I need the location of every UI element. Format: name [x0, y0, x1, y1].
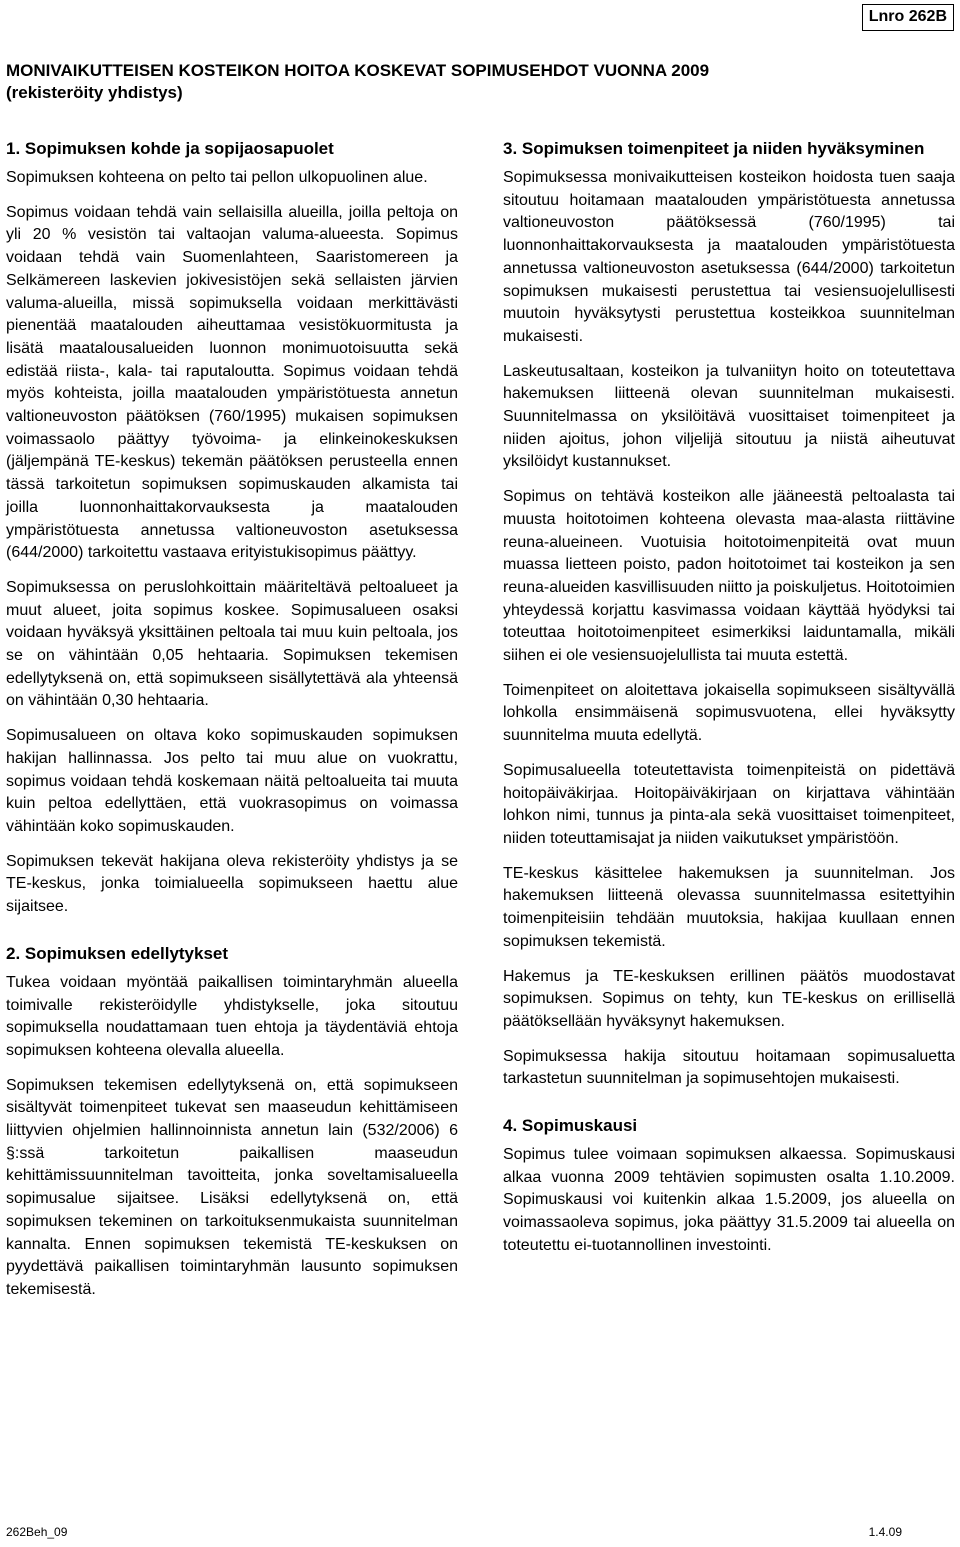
right-column	[503, 138, 955, 1270]
section-1-heading: 1. Sopimuksen kohde ja sopijaosapuolet	[6, 139, 334, 158]
document-title	[6, 60, 906, 104]
section-4-heading: 4. Sopimuskausi	[503, 1116, 638, 1136]
paragraph: Tukea voidaan myöntää paikallisen toimintaryhmän alueella toimivalle rekisteröidylle yhdistykselle, joka sitoutuu sopimuksella noudattamaan tuen ehtoja ja täydentäviä ehtoja sopimuksen kohteena olevalla alueella.	[6, 973, 458, 1059]
footer-date: 1.4.09	[868, 1525, 902, 1539]
section-2-heading: 2. Sopimuksen edellytykset	[6, 943, 229, 963]
paragraph: Sopimus tulee voimaan sopimuksen alkaessa. Sopimuskausi alkaa vuonna 2009 tehtävien sopimusten osalta 1.10.2009. Sopimuskausi voi kuitenkin alkaa 1.5.2009, jos alueella on voimassaoleva sopimus, joka päättyy 31.5.2009 tai alueella on toteutettu ei-tuotannollinen investointi.	[503, 1146, 955, 1254]
paragraph: Sopimuksessa monivaikutteisen kosteikon hoidosta tuen saaja sitoutuu hoitamaan maatalouden ympäristötuesta annetussa valtioneuvoston päätöksessä (760/1995) tai luonnonhaittakorvauksesta ja maatalouden ympäristötuesta annetussa valtioneuvoston asetuksessa (644/2000) tarkoitetun sopimuksen mukaisesti perustettua tai vesiensuojelullisesti muutoin hyväksytysti perustettua kosteikkoa suunnitelman mukaisesti.	[503, 169, 955, 345]
paragraph: Sopimuksessa on peruslohkoittain määriteltävä peltoalueet ja muut alueet, joita sopimus koskee. Sopimusalueen osaksi voidaan hyväksyä yksittäinen peltoala tai muu kuin peltoala, jos se on vähintään 0,05 hehtaaria. Sopimuksen tekemisen edellytyksenä on, että sopimukseen sisällytettävä ala yhteensä on vähintään 0,30 hehtaaria.	[6, 578, 458, 710]
paragraph: Toimenpiteet on aloitettava jokaisella sopimukseen sisältyvällä lohkolla ensimmäisenä sopimusvuotena, ellei hyväksytty suunnitelma muuta edellytä.	[503, 681, 955, 745]
paragraph: Sopimus voidaan tehdä vain sellaisilla alueilla, joilla peltoja on yli 20 % vesistön tai valtaojan valuma-alueesta. Sopimus voidaan tehdä vain Suomenlahteen, Saaristomereen ja Selkämereen laskevien jokivesistöjen sekä sellaisten järvien valuma-alueilla, missä sopimuksella voidaan merkittävästi pienentää maatalouden aiheuttamaa vesistökuormitusta ja lisätä maatalousalueiden luonnon monimuotoisuutta sekä edistää riista-, kala- tai raputaloutta. Sopimus voidaan tehdä myös kohteista, joilla maatalouden ympäristötuesta annetun valtioneuvoston päätöksen (760/1995) mukaisen sopimuksen voimassaolo päättyy työvoima- ja elinkeinokeskuksen (jäljempänä TE-keskus) tekemän päätöksen perusteella ennen tässä tarkoitetun sopimuksen sopimuskauden alkamista tai joilla luonnonhaittakorvauksesta ja maatalouden ympäristötuesta annetussa valtioneuvoston asetuksessa (644/2000) tarkoitettu vastaava erityistukisopimus päättyy.	[6, 203, 458, 562]
title-line-1: MONIVAIKUTTEISEN KOSTEIKON HOITOA KOSKEVAT SOPIMUSEHDOT VUONNA 2009	[6, 61, 710, 80]
paragraph: Laskeutusaltaan, kosteikon ja tulvaniityn hoito on toteutettava hakemuksen liitteenä olevan suunnitelman mukaisesti. Suunnitelmassa on yksilöitävä vuosittaiset toimenpiteet ja niiden ajoitus, johon viljelijä sitoutuu ja niistä aiheutuvat yksilöidyt kustannukset.	[503, 362, 955, 471]
footer-document-code: 262Beh_09	[6, 1525, 68, 1539]
document-number-badge: Lnro 262B	[862, 4, 954, 31]
paragraph: Sopimusalueella toteutettavista toimenpiteistä on pidettävä hoitopäiväkirjaa. Hoitopäiväkirjaan on kirjattava vähintään lohkon nimi, tunnus ja pinta-ala sekä vuosittaiset toimenpiteet, niiden toteuttamisajat ja niiden vaikutukset ympäristöön.	[503, 761, 955, 847]
left-column	[6, 138, 458, 1314]
paragraph: Sopimuksen tekevät hakijana oleva rekisteröity yhdistys ja se TE-keskus, jonka toimialueella sopimukseen haettu alue sijaitsee.	[6, 852, 458, 916]
paragraph: Sopimuksen tekemisen edellytyksenä on, että sopimukseen sisältyvät toimenpiteet tukevat sen maaseudun kehittämiseen liittyvien ohjelmien hallinnoinnista annetun lain (532/2006) 6 §:ssä tarkoitetun paikallisen maaseudun kehittämissuunnitelman tavoitteita, jonka soveltamisalueella sopimusalue sijaitsee. Lisäksi edellytyksenä on, että sopimuksen tekeminen on tarkoituksenmukaista suunnitelman kannalta. Ennen sopimuksen tekemistä TE-keskuksen on pyydettävä paikallisen toimintaryhmän lausunto sopimuksen tekemisestä.	[6, 1076, 458, 1298]
section-3-heading: 3. Sopimuksen toimenpiteet ja niiden hyväksyminen	[503, 139, 925, 158]
paragraph: TE-keskus käsittelee hakemuksen ja suunnitelman. Jos hakemuksen liitteenä olevassa suunnitelmassa esitettyihin toimenpiteisiin tehdään muutoksia, hakijaa kuullaan ennen sopimuksen tekemistä.	[503, 864, 955, 950]
paragraph: Sopimusalueen on oltava koko sopimuskauden sopimuksen hakijan hallinnassa. Jos pelto tai muu alue on vuokrattu, sopimus voidaan tehdä koskemaan näitä peltoalueita tai muuta kuin peltoa edellyttäen, että vuokrasopimus on voimassa vähintään koko sopimuskauden.	[6, 727, 458, 835]
title-line-2: (rekisteröity yhdistys)	[6, 83, 183, 102]
paragraph: Hakemus ja TE-keskuksen erillinen päätös muodostavat sopimuksen. Sopimus on tehty, kun TE-keskus on erillisellä päätöksellään hyväksynyt hakemuksen.	[503, 967, 955, 1030]
paragraph: Sopimuksen kohteena on pelto tai pellon ulkopuolinen alue.	[6, 169, 428, 186]
paragraph: Sopimuksessa hakija sitoutuu hoitamaan sopimusaluetta tarkastetun suunnitelman ja sopimusehtojen mukaisesti.	[503, 1047, 955, 1088]
paragraph: Sopimus on tehtävä kosteikon alle jääneestä peltoalasta tai muusta hoitotoimen kohteena olevasta maa-alasta riittävine reuna-alueineen. Vuotuisia hoitotoimenpiteitä ovat muun muassa lietteen poisto, padon hoitotoimet tai kosteikon ja sen reuna-alueiden kasvillisuuden niitto ja poiskuljetus. Hoitotoimien yhteydessä korjattu kasvimassa voidaan käyttää hyödyksi tai toteuttaa hoitotoimenpiteet esimerkiksi laiduntamalla, mikäli siihen ei ole vesiensuojelullista tai muuta estettä.	[503, 488, 955, 665]
